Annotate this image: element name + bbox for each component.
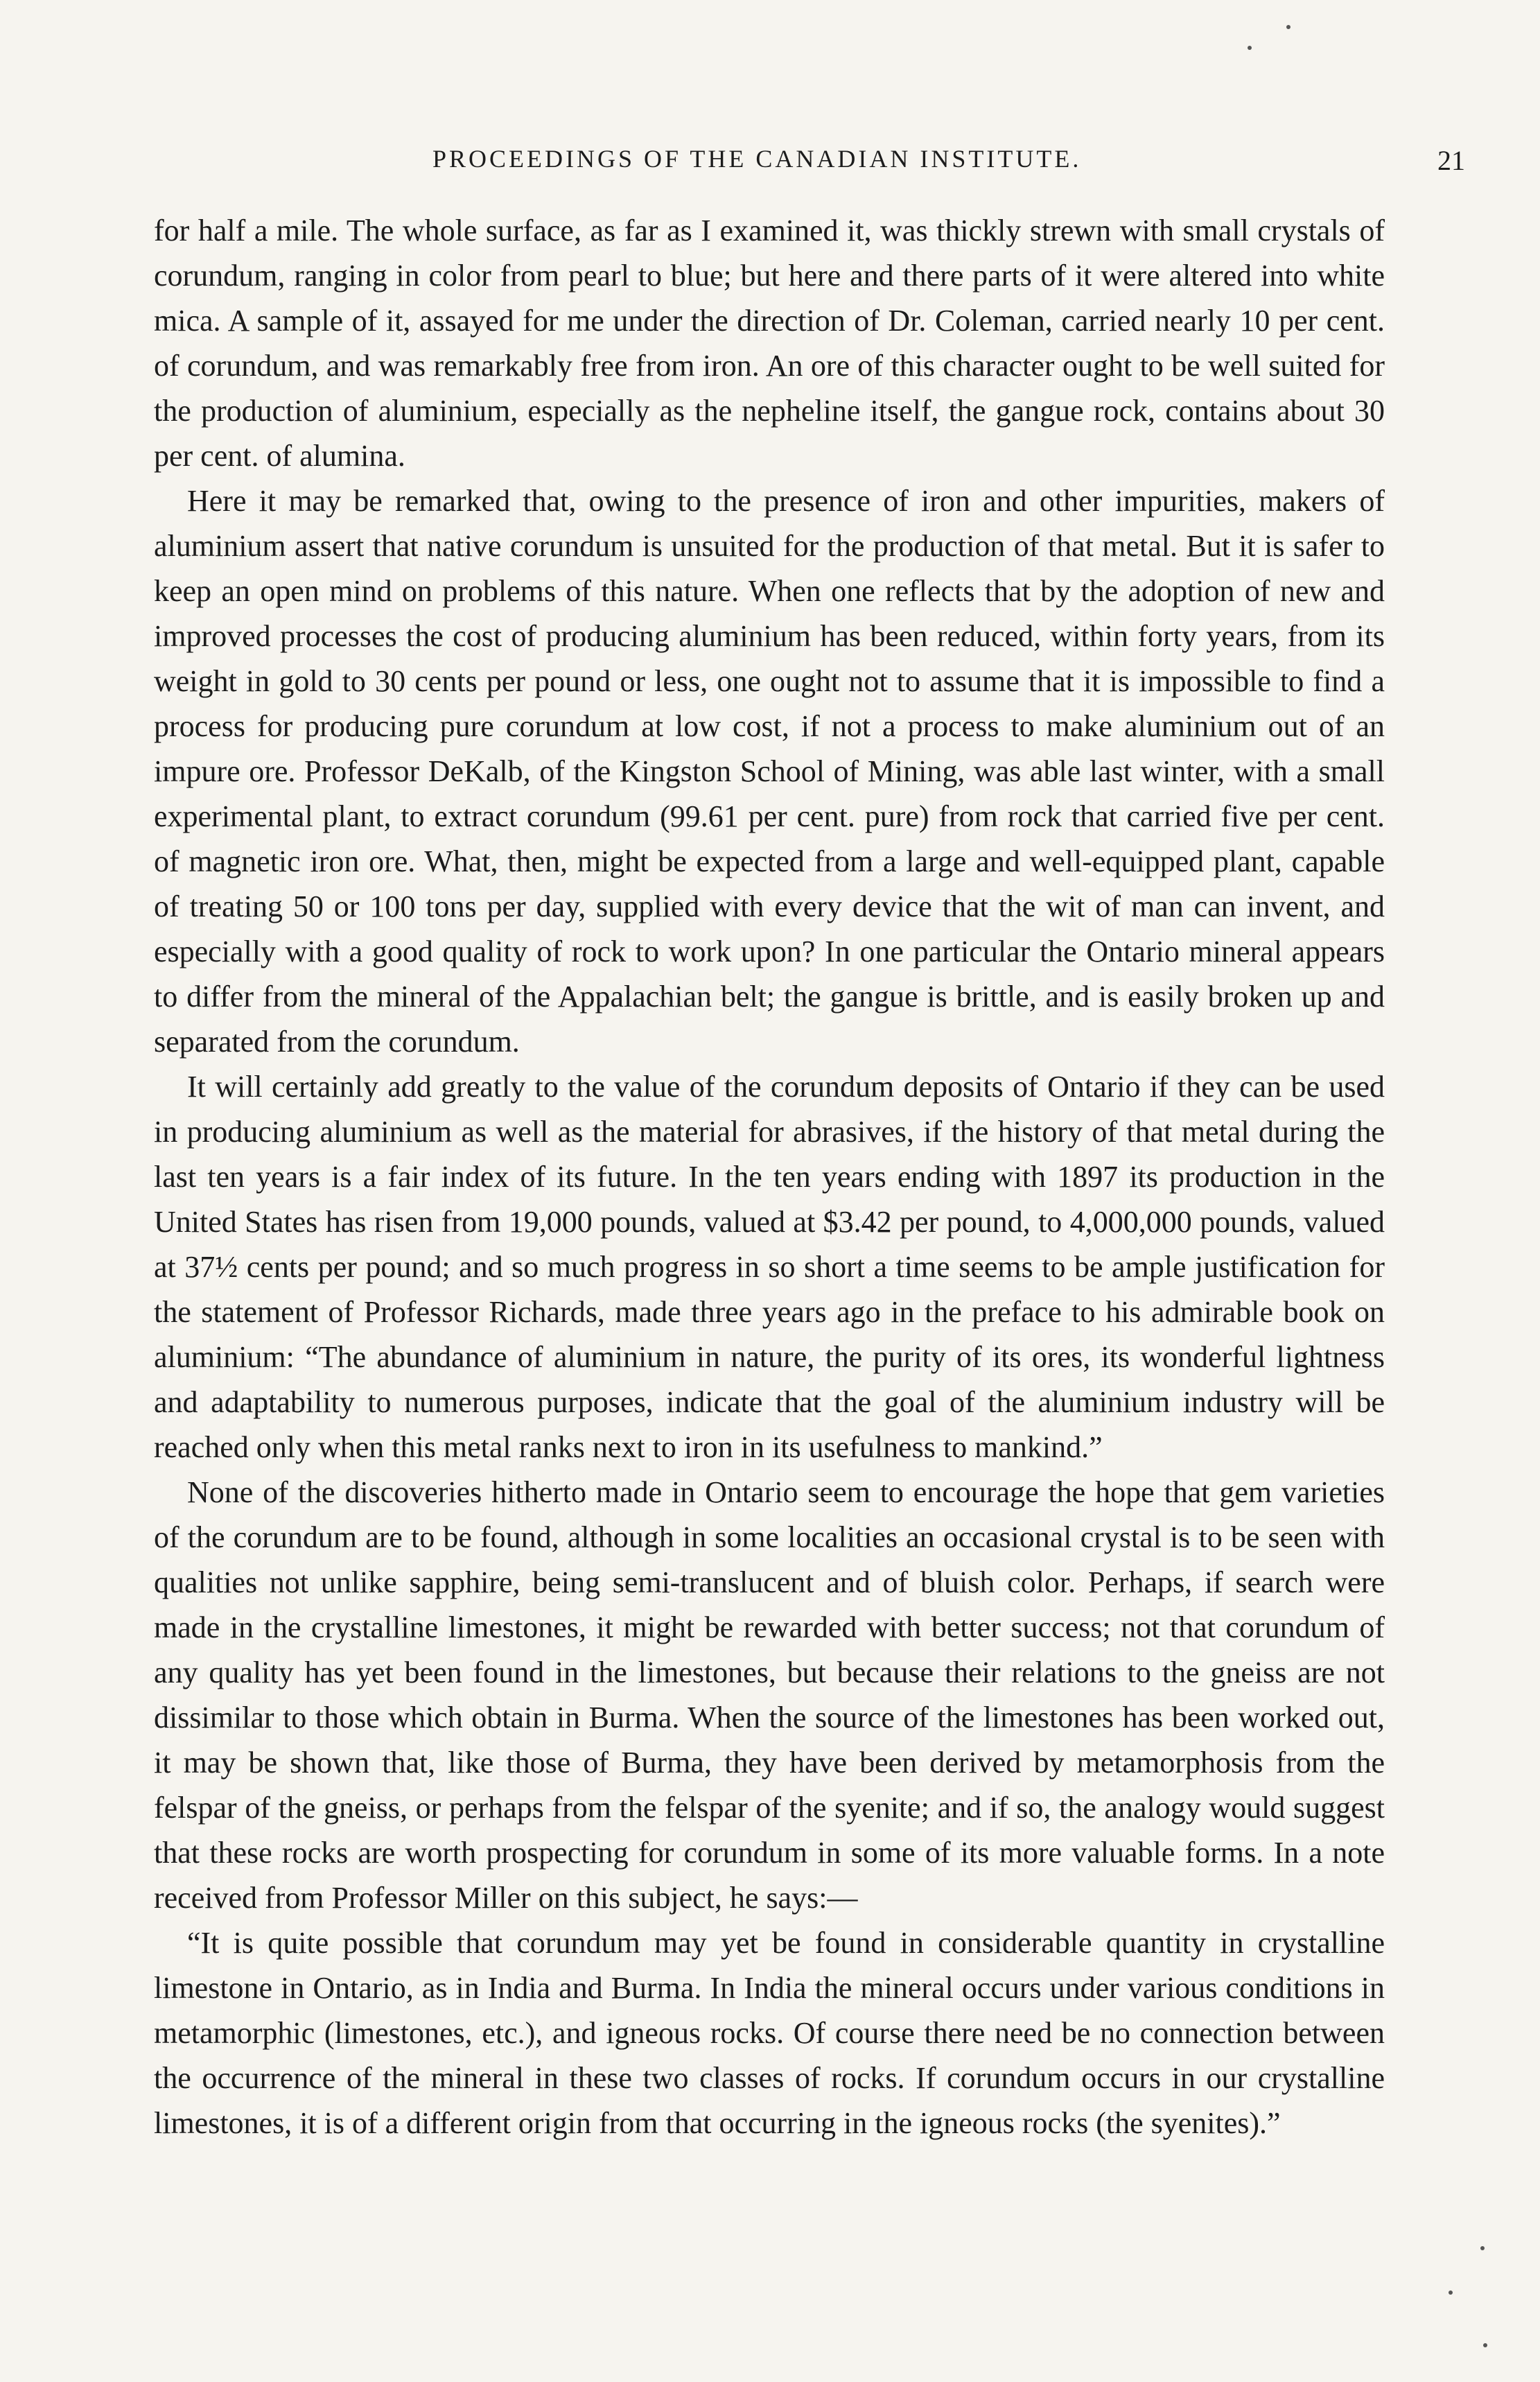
paragraph-impurities: Here it may be remarked that, owing to the presence of iron and other impurities, makers of aluminium assert that native corundum is unsuited for the production of that metal. But it is safer to keep an open mind on problems of this nature. When one reflects that by the adoption of new and improved processes the cost of producing aluminium has been reduced, within forty years, from its weight in gold to 30 cents per pound or less, one ought not to assume that it is impossible to find a process for producing pure corundum at low cost, if not a process to make aluminium out of an impure ore. Professor DeKalb, of the Kingston School of Mining, was able last winter, with a small experimental plant, to extract corundum (99.61 per cent. pure) from rock that carried five per cent. of magnetic iron ore. What, then, might be expected from a large and well-equipped plant, capable of treating 50 or 100 tons per day, supplied with every device that the wit of man can invent, and especially with a good quality of rock to work upon? In one particular the Ontario mineral appears to differ from the mineral of the Appalachian belt; the gangue is brittle, and is easily broken up and separated from the corundum. (154, 484, 1385, 1059)
journal-title: PROCEEDINGS OF THE CANADIAN INSTITUTE. (432, 145, 1082, 173)
body-text (154, 208, 1385, 2146)
scan-speck (1480, 2246, 1485, 2250)
scan-speck (1286, 25, 1290, 29)
paragraph-aluminium-value: It will certainly add greatly to the value of the corundum deposits of Ontario if they can be used in producing aluminium as well as the material for abrasives, if the history of that metal during the last ten years is a fair index of its future. In the ten years ending with 1897 its production in the United States has risen from 19,000 pounds, valued at $3.42 per pound, to 4,000,000 pounds, valued at 37½ cents per pound; and so much progress in so short a time seems to be ample justification for the statement of Professor Richards, made three years ago in the preface to his admirable book on aluminium: “The abundance of aluminium in nature, the purity of its ores, its wonderful lightness and adaptability to numerous purposes, indicate that the goal of the aluminium industry will be reached only when this metal ranks next to iron in its usefulness to mankind.” (154, 1070, 1385, 1464)
running-header (432, 144, 1514, 186)
paragraph-miller-quote: “It is quite possible that corundum may yet be found in considerable quantity in crystalline limestone in Ontario, as in India and Burma. In India the mineral occurs under various conditions in metamorphic (limestones, etc.), and igneous rocks. Of course there need be no connection between the occurrence of the mineral in these two classes of rocks. If corundum occurs in our crystalline limestones, it is of a different origin from that occurring in the igneous rocks (the syenites).” (154, 1926, 1385, 2140)
page-number: 21 (1437, 145, 1465, 176)
paragraph-continued: for half a mile. The whole surface, as far as I examined it, was thickly strewn with small crystals of corundum, ranging in color from pearl to blue; but here and there parts of it were altered into white mica. A sample of it, assayed for me under the direction of Dr. Coleman, carried nearly 10 per cent. of corundum, and was remarkably free from iron. An ore of this character ought to be well suited for the production of aluminium, especially as the nepheline itself, the gangue rock, contains about 30 per cent. of alumina. (154, 214, 1385, 473)
scan-speck (1449, 2290, 1453, 2295)
scan-speck (1248, 46, 1252, 50)
scan-speck (1483, 2343, 1487, 2347)
paragraph-gem-varieties: None of the discoveries hitherto made in Ontario seem to encourage the hope that gem varieties of the corundum are to be found, although in some localities an occasional crystal is to be seen with qualities not unlike sapphire, being semi-translucent and of bluish color. Perhaps, if search were made in the crystalline limestones, it might be rewarded with better success; not that corundum of any quality has yet been found in the limestones, but because their relations to the gneiss are not dissimilar to those which obtain in Burma. When the source of the limestones has been worked out, it may be shown that, like those of Burma, they have been derived by metamorphosis from the felspar of the gneiss, or perhaps from the felspar of the syenite; and if so, the analogy would suggest that these rocks are worth prospecting for corundum in some of its more valuable forms. In a note received from Professor Miller on this subject, he says:— (154, 1475, 1385, 1915)
